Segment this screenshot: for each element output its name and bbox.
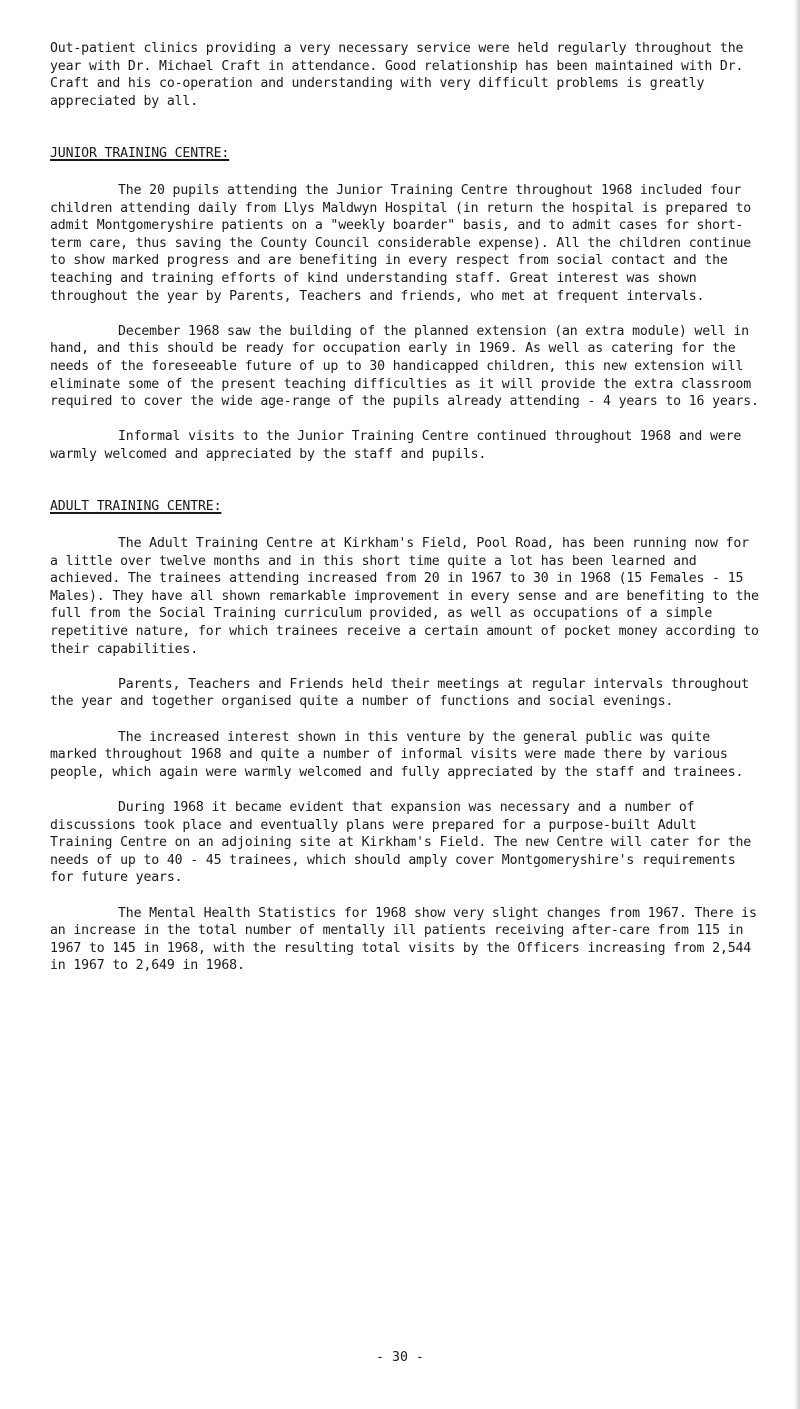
mental-health-statistics-paragraph: The Mental Health Statistics for 1968 show very slight changes from 1967. There is an increase in the total number of mentally ill patients receiving after-care from 115 in 1967 to 145 in 1968, with the resulting total visits by the Officers increasing from 2,544 in 1967 to 2,649 in 1968. bbox=[50, 905, 757, 974]
junior-training-centre-heading: JUNIOR TRAINING CENTRE: bbox=[50, 146, 230, 162]
page-edge-shadow bbox=[794, 0, 800, 1409]
intro-paragraph: Out-patient clinics providing a very necessary service were held regularly throughout the year with Dr. Michael Craft in attendance. Good relationship has been maintained with Dr. Craft and his co-operation and understanding with very difficult problems is greatly appreciated by all. bbox=[50, 41, 744, 109]
page-number: - 30 - bbox=[376, 1350, 424, 1365]
adult-paragraph-3: The increased interest shown in this venture by the general public was quite marked throughout 1968 and quite a number of informal visits were made there by various people, which again were warmly welcomed and fully appreciated by the staff and trainees. bbox=[50, 729, 744, 780]
document-body bbox=[50, 40, 762, 993]
junior-paragraph-3: Informal visits to the Junior Training Centre continued throughout 1968 and were warmly welcomed and appreciated by the staff and pupils. bbox=[50, 429, 742, 462]
adult-paragraph-2: Parents, Teachers and Friends held their meetings at regular intervals throughout the year and together organised quite a number of functions and social evenings. bbox=[50, 676, 749, 710]
adult-paragraph-4: During 1968 it became evident that expansion was necessary and a number of discussions took place and eventually plans were prepared for a purpose-built Adult Training Centre on an adjoining site at Kirkham's Field. The new Centre will cater for the needs of up to 40 - 45 trainees, which should amply cover Montgomeryshire's requirements for future years. bbox=[50, 799, 752, 886]
adult-paragraph-1: The Adult Training Centre at Kirkham's Field, Pool Road, has been running now for a little over twelve months and in this short time quite a lot has been learned and achieved. The trainees attending increased from 20 in 1967 to 30 in 1968 (15 Females - 15 Males). They have all shown remarkable improvement in every sense and are benefiting to the full from the Social Training curriculum provided, as well as occupations of a simple repetitive nature, for which trainees receive a certain amount of pocket money according to their capabilities. bbox=[50, 536, 759, 657]
junior-paragraph-1: The 20 pupils attending the Junior Training Centre throughout 1968 included four children attending daily from Llys Maldwyn Hospital (in return the hospital is prepared to admit Montgomeryshire patients on a "weekly boarder" basis, and to admit cases for short-term care, thus saving the County Council considerable expense). All the children continue to show marked progress and are benefiting in every respect from social contact and the teaching and training efforts of kind understanding staff. Great interest was shown throughout the year by Parents, Teachers and friends, who met at frequent intervals. bbox=[50, 182, 752, 304]
junior-paragraph-2: December 1968 saw the building of the planned extension (an extra module) well in hand, and this should be ready for occupation early in 1969. As well as catering for the needs of the foreseeable future of up to 30 handicapped children, this new extension will eliminate some of the present teaching difficulties as it will provide the extra classroom required to cover the wide age-range of the pupils already attending - 4 years to 16 years. bbox=[50, 323, 759, 410]
adult-training-centre-heading: ADULT TRAINING CENTRE: bbox=[50, 499, 222, 515]
